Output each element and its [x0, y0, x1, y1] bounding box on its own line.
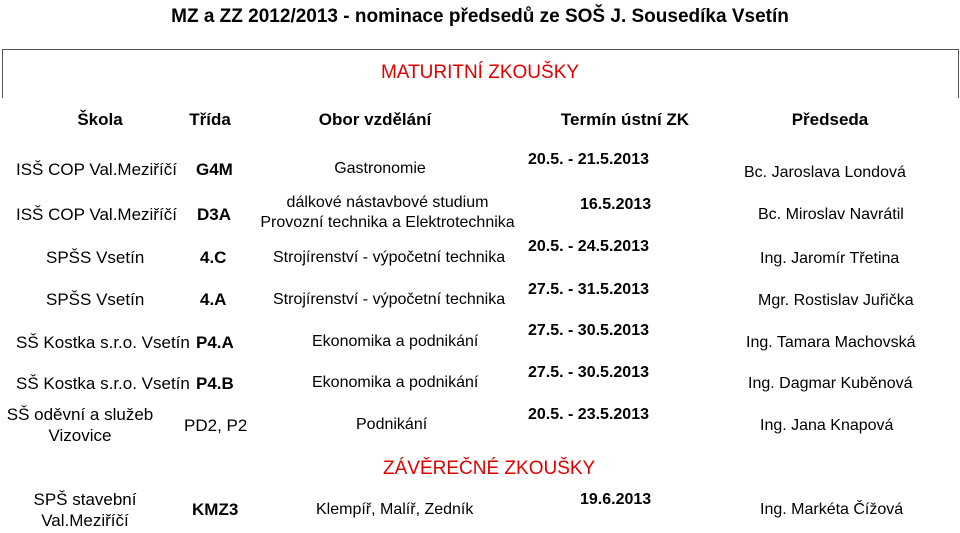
- row-school: ISŠ COP Val.Meziříčí: [16, 160, 177, 179]
- row-date: 20.5. - 21.5.2013: [528, 151, 649, 168]
- header-chair: Předseda: [791, 110, 869, 129]
- row-field: Ekonomika a podnikání: [312, 333, 479, 350]
- header-school: Škola: [77, 110, 123, 129]
- section-zaverecne: ZÁVĚREČNÉ ZKOUŠKY: [383, 458, 596, 479]
- header-date: Termín ústní ZK: [560, 110, 690, 129]
- row-field: Gastronomie: [334, 160, 426, 177]
- row-field: Klempíř, Malíř, Zedník: [316, 501, 474, 518]
- row-school-line1: SŠ oděvní a služeb: [6, 405, 154, 424]
- row-school: ISŠ COP Val.Meziříčí: [16, 205, 177, 224]
- row-chair: Bc. Jaroslava Londová: [744, 164, 906, 181]
- row-school: SŠ Kostka s.r.o. Vsetín: [16, 333, 190, 352]
- row-school-line1: SPŠ stavební: [33, 490, 137, 509]
- row-chair: Mgr. Rostislav Juřička: [758, 292, 914, 309]
- row-chair: Ing. Markéta Čížová: [760, 501, 904, 518]
- row-field-line2: Provozní technika a Elektrotechnika: [260, 214, 515, 231]
- row-date: 27.5. - 30.5.2013: [528, 364, 649, 381]
- row-date: 20.5. - 24.5.2013: [528, 238, 649, 255]
- row-school-line2: Val.Meziříčí: [41, 511, 129, 530]
- row-chair: Ing. Dagmar Kuběnová: [748, 375, 913, 392]
- row-field: Podnikání: [356, 416, 428, 433]
- row-school: SPŠS Vsetín: [46, 290, 145, 309]
- row-school: SPŠS Vsetín: [46, 248, 145, 267]
- header-field: Obor vzdělání: [318, 110, 432, 129]
- row-chair: Ing. Tamara Machovská: [746, 334, 916, 351]
- row-class: PD2, P2: [184, 416, 248, 435]
- header-class: Třída: [189, 110, 231, 129]
- page-title: MZ a ZZ 2012/2013 - nominace předsedů ze SOŠ J. Sousedíka Vsetín: [171, 6, 789, 27]
- row-field: Ekonomika a podnikání: [312, 374, 479, 391]
- row-class: D3A: [197, 205, 232, 224]
- row-chair: Bc. Miroslav Navrátil: [758, 206, 904, 223]
- row-school-line2: Vizovice: [48, 426, 112, 445]
- row-chair: Ing. Jaromír Třetina: [760, 250, 900, 267]
- row-date: 27.5. - 31.5.2013: [528, 281, 649, 298]
- row-field-line1: dálkové nástavbové studium: [286, 194, 489, 211]
- row-field: Strojírenství - výpočetní technika: [273, 249, 506, 266]
- row-field: Strojírenství - výpočetní technika: [273, 291, 506, 308]
- row-class: 4.C: [200, 248, 227, 267]
- row-chair: Ing. Jana Knapová: [760, 417, 894, 434]
- row-date: 20.5. - 23.5.2013: [528, 406, 649, 423]
- row-class: KMZ3: [192, 500, 239, 519]
- row-date: 16.5.2013: [580, 196, 652, 213]
- row-class: P4.B: [196, 374, 234, 393]
- row-class: G4M: [196, 160, 233, 179]
- row-school: SŠ Kostka s.r.o. Vsetín: [16, 374, 190, 393]
- row-class: P4.A: [196, 333, 234, 352]
- row-class: 4.A: [200, 290, 227, 309]
- row-date: 19.6.2013: [580, 491, 652, 508]
- section-maturitni: MATURITNÍ ZKOUŠKY: [380, 62, 580, 83]
- row-date: 27.5. - 30.5.2013: [528, 322, 649, 339]
